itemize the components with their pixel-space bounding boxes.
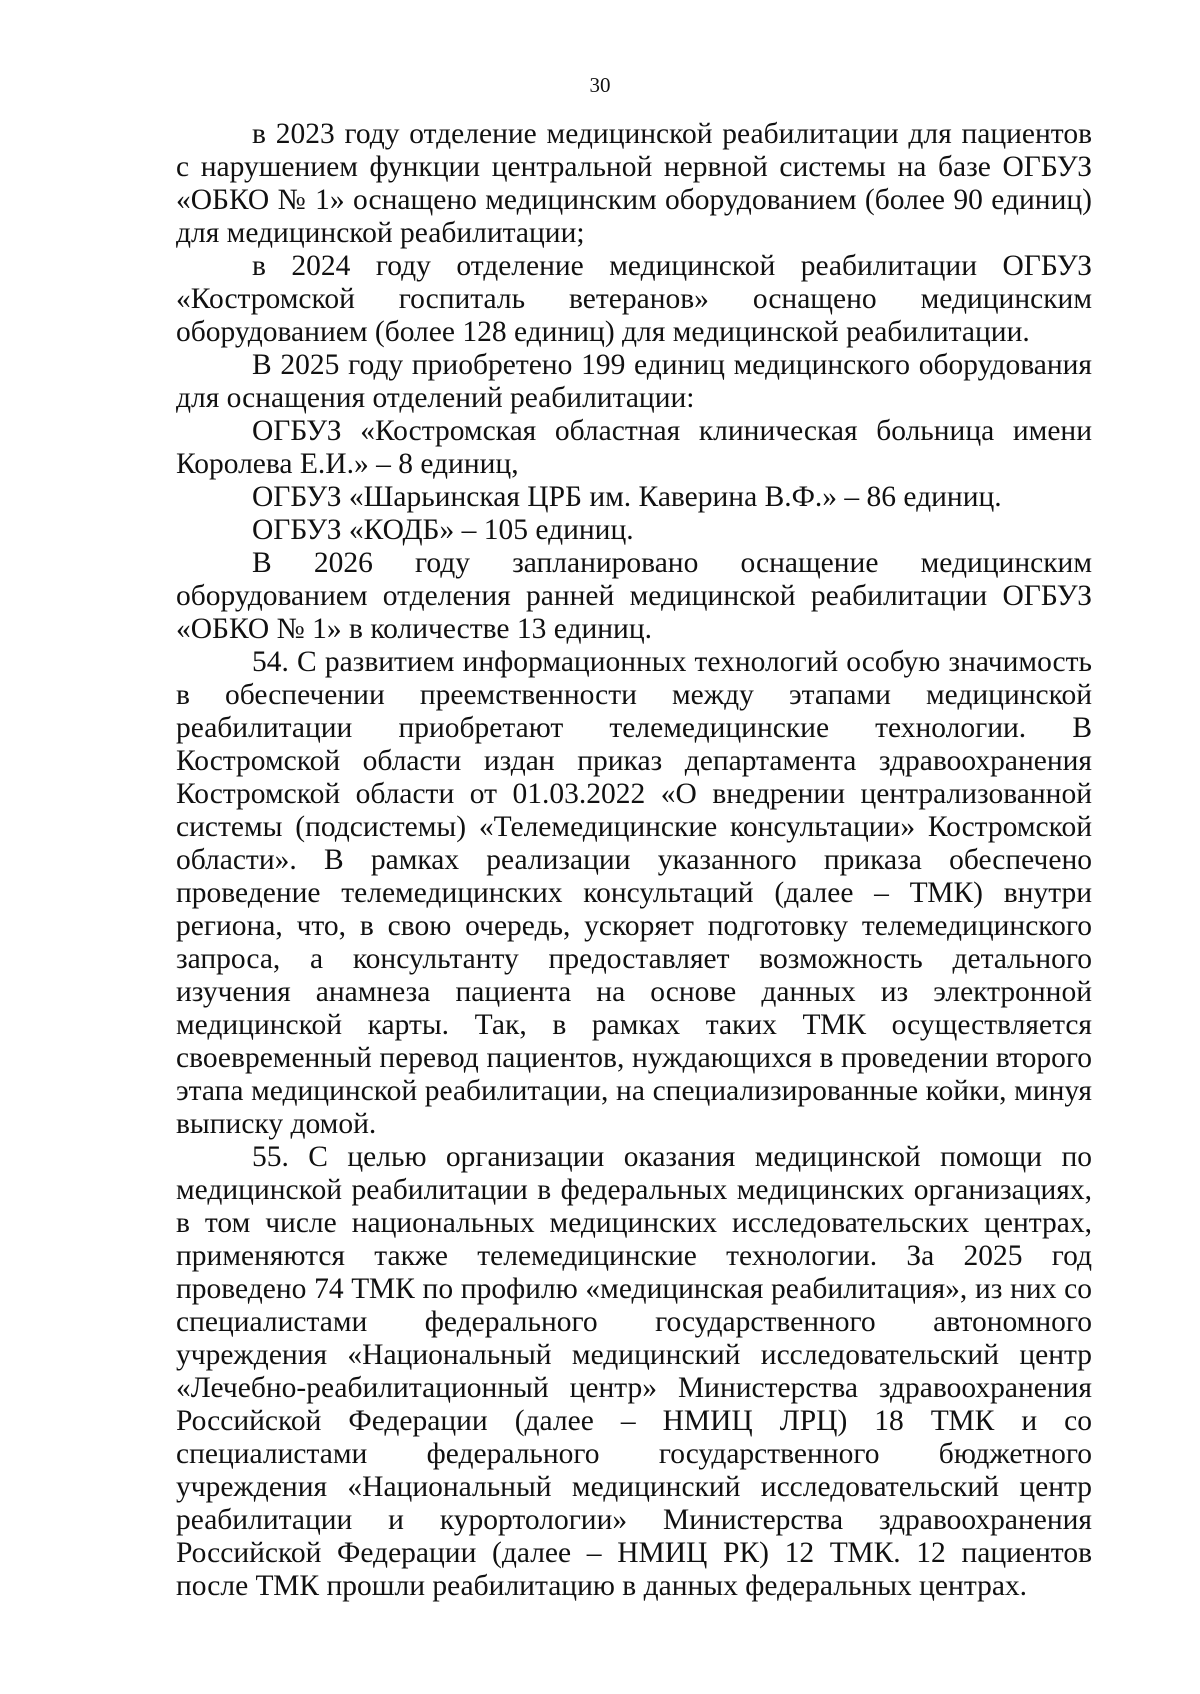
paragraph-kokb-units: ОГБУЗ «Костромская областная клиническая больница имени Королева Е.И.» – 8 единиц, xyxy=(176,415,1092,480)
paragraph-kodb-units: ОГБУЗ «КОДБ» – 105 единиц. xyxy=(252,514,634,546)
paragraph-2025-purchase: В 2025 году приобретено 199 единиц медицинского оборудования для оснащения отделений реабилитации: xyxy=(176,349,1092,414)
paragraph-54-telemedicine: 54. С развитием информационных технологий особую значимость в обеспечении преемственности между этапами медицинской реабилитации приобретают телемедицинские технологии. В Костромской области издан приказ департамента здравоохранения Костромской области от 01.03.2022 «О внедрении централизованной системы (подсистемы) «Телемедицинские консультации» Костромской области». В рамках реализации указанного приказа обеспечено проведение телемедицинских консультаций (далее – ТМК) внутри региона, что, в свою очередь, ускоряет подготовку телемедицинского запроса, а консультанту предоставляет возможность детального изучения анамнеза пациента на основе данных из электронной медицинской карты. Так, в рамках таких ТМК осуществляется своевременный перевод пациентов, нуждающихся в проведении второго этапа медицинской реабилитации, на специализированные койки, минуя выписку домой. xyxy=(176,646,1092,1140)
paragraph-2023-equipment: в 2023 году отделение медицинской реабилитации для пациентов с нарушением функции центральной нервной системы на базе ОГБУЗ «ОБКО № 1» оснащено медицинским оборудованием (более 90 единиц) для медицинской реабилитации; xyxy=(176,118,1092,249)
paragraph-55-federal-centers: 55. С целью организации оказания медицинской помощи по медицинской реабилитации в федеральных медицинских организациях, в том числе национальных медицинских исследовательских центрах, применяются также телемедицинские технологии. За 2025 год проведено 74 ТМК по профилю «медицинская реабилитация», из них со специалистами федерального государственного автономного учреждения «Национальный медицинский исследовательский центр «Лечебно-реабилитационный центр» Министерства здравоохранения Российской Федерации (далее – НМИЦ ЛРЦ) 18 ТМК и со специалистами федерального государственного бюджетного учреждения «Национальный медицинский исследовательский центр реабилитации и курортологии» Министерства здравоохранения Российской Федерации (далее – НМИЦ РК) 12 ТМК. 12 пациентов после ТМК прошли реабилитацию в данных федеральных центрах. xyxy=(176,1141,1092,1602)
paragraph-2026-plan: В 2026 году запланировано оснащение медицинским оборудованием отделения ранней медицинской реабилитации ОГБУЗ «ОБКО № 1» в количестве 13 единиц. xyxy=(176,547,1092,645)
document-body xyxy=(176,118,1092,1603)
paragraph-sharya-units: ОГБУЗ «Шарьинская ЦРБ им. Каверина В.Ф.» – 86 единиц. xyxy=(252,481,1002,513)
page-number: 30 xyxy=(589,73,611,97)
paragraph-2024-equipment: в 2024 году отделение медицинской реабилитации ОГБУЗ «Костромской госпиталь ветеранов» оснащено медицинским оборудованием (более 128 единиц) для медицинской реабилитации. xyxy=(176,250,1092,348)
